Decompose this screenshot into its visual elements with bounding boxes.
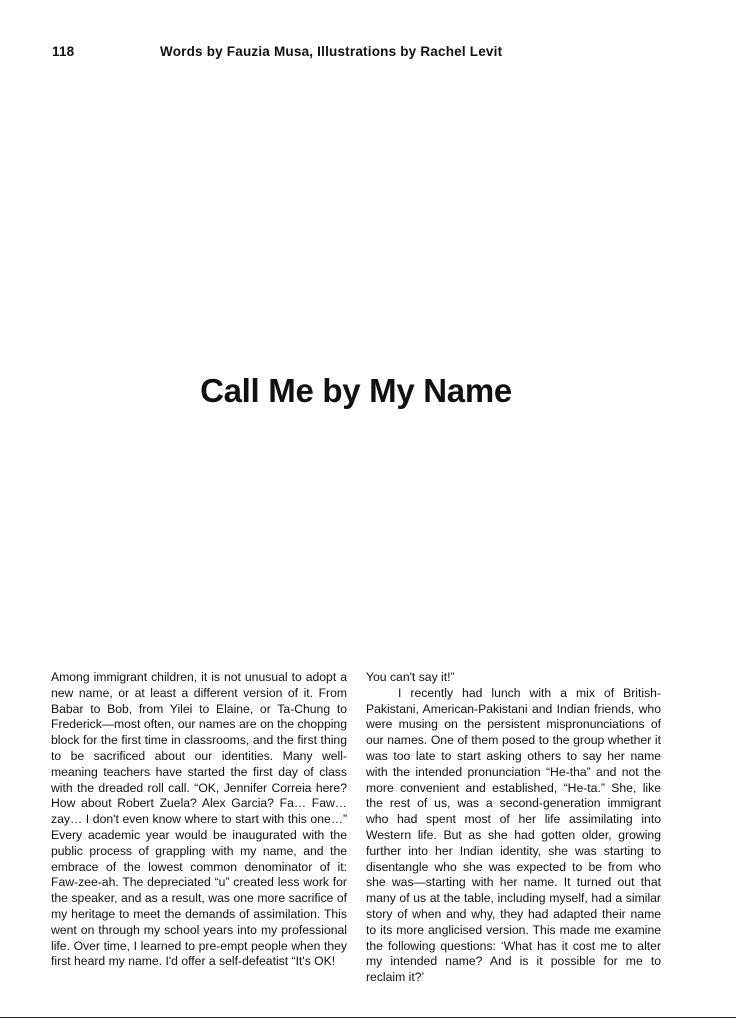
bottom-rule	[0, 1017, 736, 1018]
body-column-left	[51, 670, 347, 970]
byline: Words by Fauzia Musa, Illustrations by Rachel Levit	[160, 44, 503, 59]
paragraph: Among immigrant children, it is not unusual to adopt a new name, or at least a different version of it. From Babar to Bob, from Yilei to Elaine, or Ta-Chung to Frederick—most often, our names are on the chopping block for the first time in classrooms, and the first thing to be sacrificed about our identities. Many well-meaning teachers have started the first day of class with the dreaded roll call. “OK, Jennifer Correia here? How about Robert Zuela? Alex Garcia? Fa… Faw… zay… I don't even know where to start with this one…” Every academic year would be inaugurated with the public process of grappling with my name, and the embrace of the lowest common denominator of it: Faw-zee-ah. The depreciated “u” created less work for the speaker, and as a result, was one more sacrifice of my heritage to meet the demands of assimilation. This went on through my school years into my professional life. Over time, I learned to pre-empt people when they first heard my name. I'd offer a self-defeatist “It's OK!	[51, 670, 347, 969]
article-title: Call Me by My Name	[200, 372, 512, 409]
paragraph: I recently had lunch with a mix of British-Pakistani, American-Pakistani and Indian friends, who were musing on the persistent mispronunciations of our names. One of them posed to the group whether it was too late to start asking others to say her name with the intended pronunciation “He-tha” and not the more convenient and established, “He-ta.” She, like the rest of us, was a second-generation immigrant who had spent most of her life assimilating into Western life. But as she had gotten older, growing further into her Indian identity, she was starting to disentangle who she was expected to be from who she was—starting with her name. It turned out that many of us at the table, including myself, had a similar story of when and why, they had adapted their name to its more anglicised version. This made me examine the following questions: ‘What has it cost me to alter my intended name? And is it possible for me to reclaim it?’	[366, 685, 661, 985]
body-column-right	[366, 670, 661, 986]
page-number: 118	[52, 44, 75, 59]
paragraph: You can't say it!”	[366, 670, 455, 684]
